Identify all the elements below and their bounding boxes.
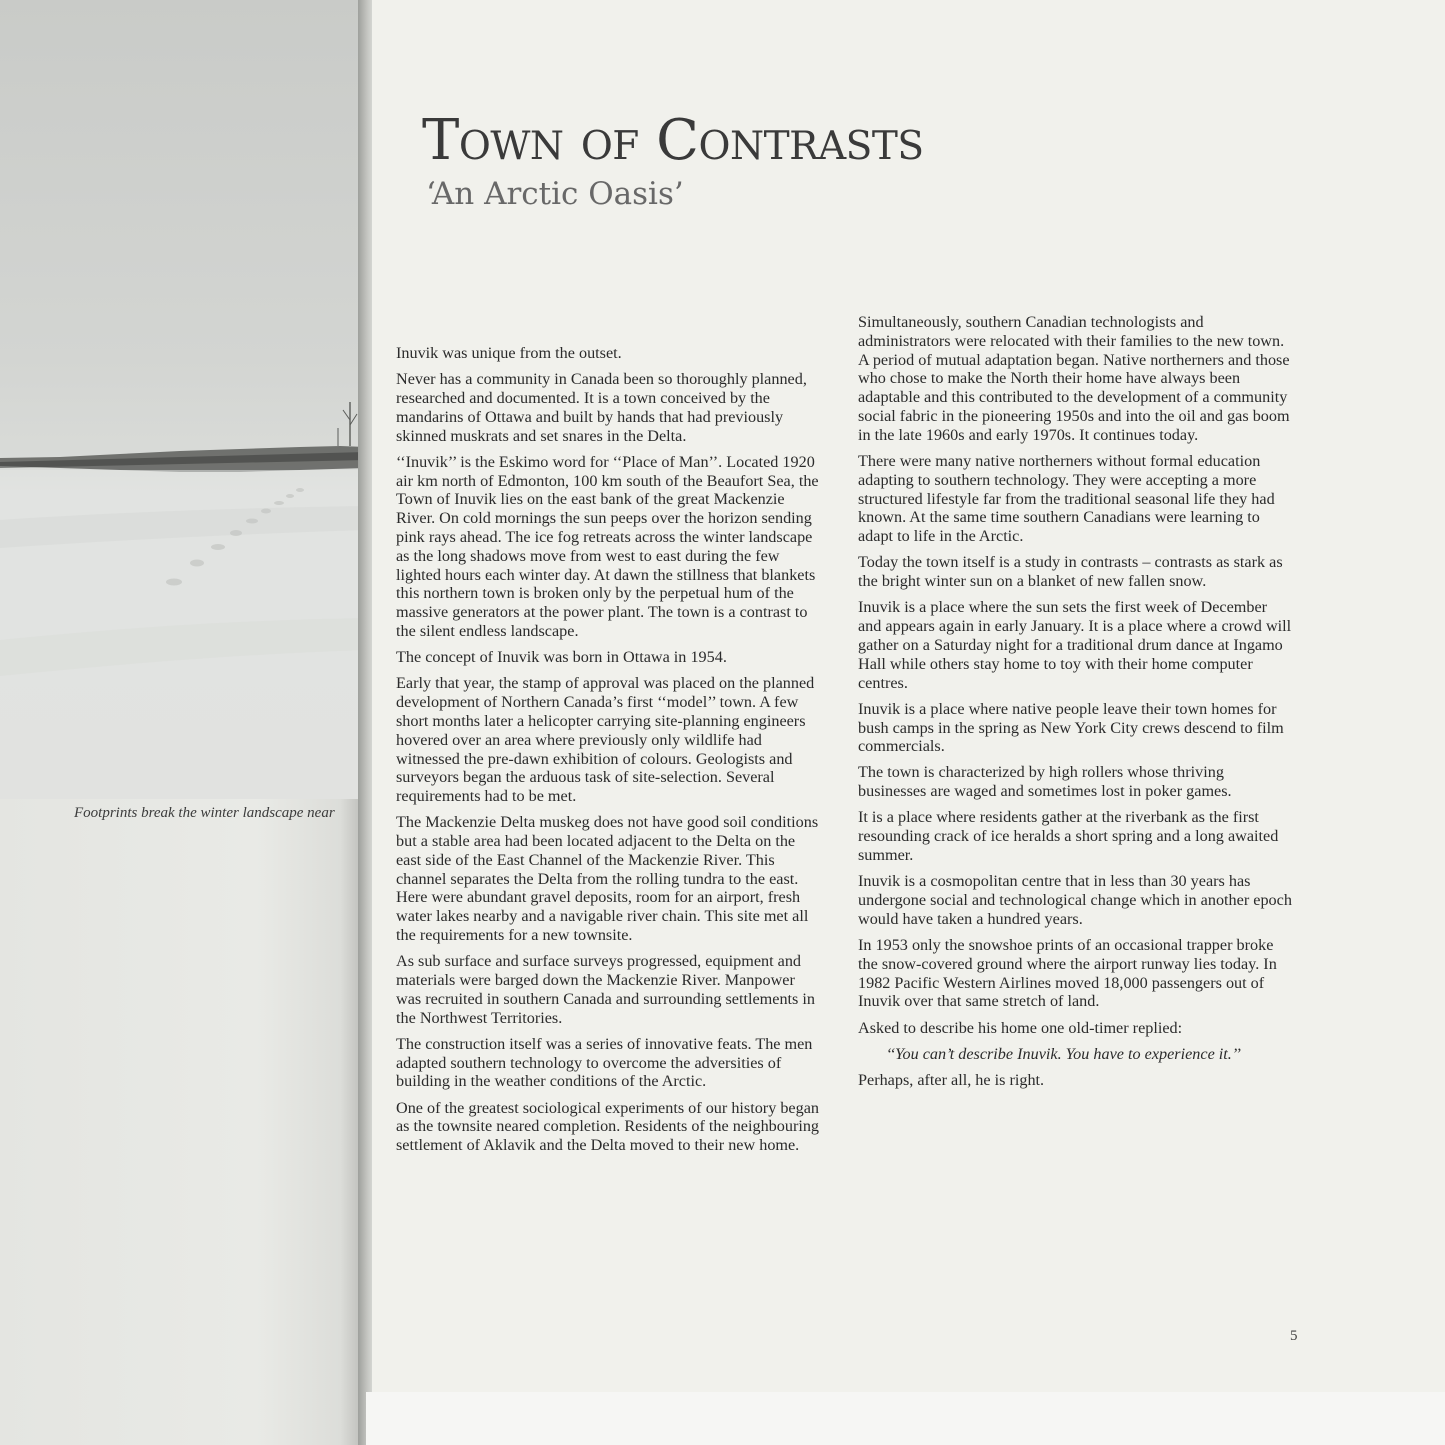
paragraph: Simultaneously, southern Canadian technologists and administrators were relocated with their families to the new town. A period of mutual adaptation began. Native northerners and those who chose to make the North their home have always been adaptable and this contributed to the development of a community social fabric in the pioneering 1950s and into the oil and gas boom in the late 1960s and early 1970s. It continues today. [858,313,1290,444]
article-title: Town of Contrasts [422,108,924,173]
paragraph: Early that year, the stamp of approval was placed on the planned development of Northern Canada’s first ‘‘model’’ town. A few short months later a helicopter carrying site-planning engineers hovered over an area where previously only wildlife had witnessed the pre-dawn exhibition of colours. Geologists and surveyors began the arduous task of site-selection. Several requirements had to be met. [396,674,815,806]
right-page [372,0,1445,1393]
paragraph: Inuvik is a place where native people leave their town homes for bush camps in the spring as New York City crews descend to film commercials. [858,699,1284,756]
text-column-right [858,313,1292,1097]
paragraph: Never has a community in Canada been so thoroughly planned, researched and documented. It is a town conceived by the mandarins of Ottawa and built by hands that had previously skinned muskrats and set snares in the Delta. [396,370,807,445]
left-page [0,0,366,1445]
landscape-illustration [0,0,366,799]
paragraph: One of the greatest sociological experiments of our history began as the townsite neared completion. Residents of the neighbouring settlement of Aklavik and the Delta moved to their new home. [396,1098,820,1155]
closing-paragraph: Perhaps, after all, he is right. [858,1070,1045,1089]
paragraph: Inuvik was unique from the outset. [396,344,622,362]
paragraph: There were many native northerners without formal education adapting to southern technology. They were accepting a more structured lifestyle far from the traditional seasonal life they had known. At the same time southern Canadians were learning to adapt to life in the Arctic. [858,451,1275,546]
winter-landscape-photo [0,0,366,799]
paragraph: It is a place where residents gather at the riverbank as the first resounding crack of ice heralds a short spring and a long awaited summer. [858,808,1279,865]
paragraph: In 1953 only the snowshoe prints of an occasional trapper broke the snow-covered ground where the airport runway lies today. In 1982 Pacific Western Airlines moved 18,000 passengers out of Inuvik over that same stretch of land. [858,936,1277,1011]
paragraph: The town is characterized by high rollers whose thriving businesses are waged and sometimes lost in poker games. [858,763,1232,801]
paragraph: The Mackenzie Delta muskeg does not have good soil conditions but a stable area had been located adjacent to the Delta on the east side of the East Channel of the Mackenzie River. This channel separates the Delta from the rolling tundra to the east. Here were abundant gravel deposits, room for an airport, fresh water lakes nearby and a navigable river chain. This site met all the requirements for a new townsite. [396,813,819,945]
paragraph: The concept of Inuvik was born in Ottawa in 1954. [396,648,727,667]
article-subtitle: ‘An Arctic Oasis’ [426,176,684,212]
page-number: 5 [1290,1328,1298,1344]
paragraph: ‘‘Inuvik’’ is the Eskimo word for ‘‘Place of Man’’. Located 1920 air km north of Edmonton, 100 km south of the Beaufort Sea, the Town of Inuvik lies on the east bank of the great Mackenzie River. On cold mornings the sun peeps over the horizon sending pink rays ahead. The ice fog retreats across the winter landscape as the long shadows move from west to east during the few lighted hours each winter day. At dawn the stillness that blankets this northern town is broken only by the perpetual hum of the massive generators at the power plant. The town is a contrast to the silent endless landscape. [396,452,819,640]
text-column-left [396,344,821,1162]
quote: ‘‘You can’t describe Inuvik. You have to experience it.’’ [886,1044,1241,1063]
paragraph: The construction itself was a series of innovative feats. The men adapted southern technology to overcome the adversities of building in the weather conditions of the Arctic. [396,1034,813,1091]
paragraph: Asked to describe his home one old-timer replied: [858,1018,1183,1037]
photo-caption: Footprints break the winter landscape near [74,805,335,821]
paragraph: Inuvik is a cosmopolitan centre that in less than 30 years has undergone social and technological change which in another epoch would have taken a hundred years. [858,872,1292,928]
paragraph: Inuvik is a place where the sun sets the first week of December and appears again in early January. It is a place where a crowd will gather on a Saturday night for a traditional drum dance at Ingamo Hall while others stay home to toy with their home computer centres. [858,598,1292,692]
paragraph: Today the town itself is a study in contrasts – contrasts as stark as the bright winter sun on a blanket of new fallen snow. [858,553,1283,591]
page-bottom-edge [366,1392,1445,1445]
paragraph: As sub surface and surface surveys progressed, equipment and materials were barged down the Mackenzie River. Manpower was recruited in southern Canada and surrounding settlements in the Northwest Territories. [396,952,815,1027]
